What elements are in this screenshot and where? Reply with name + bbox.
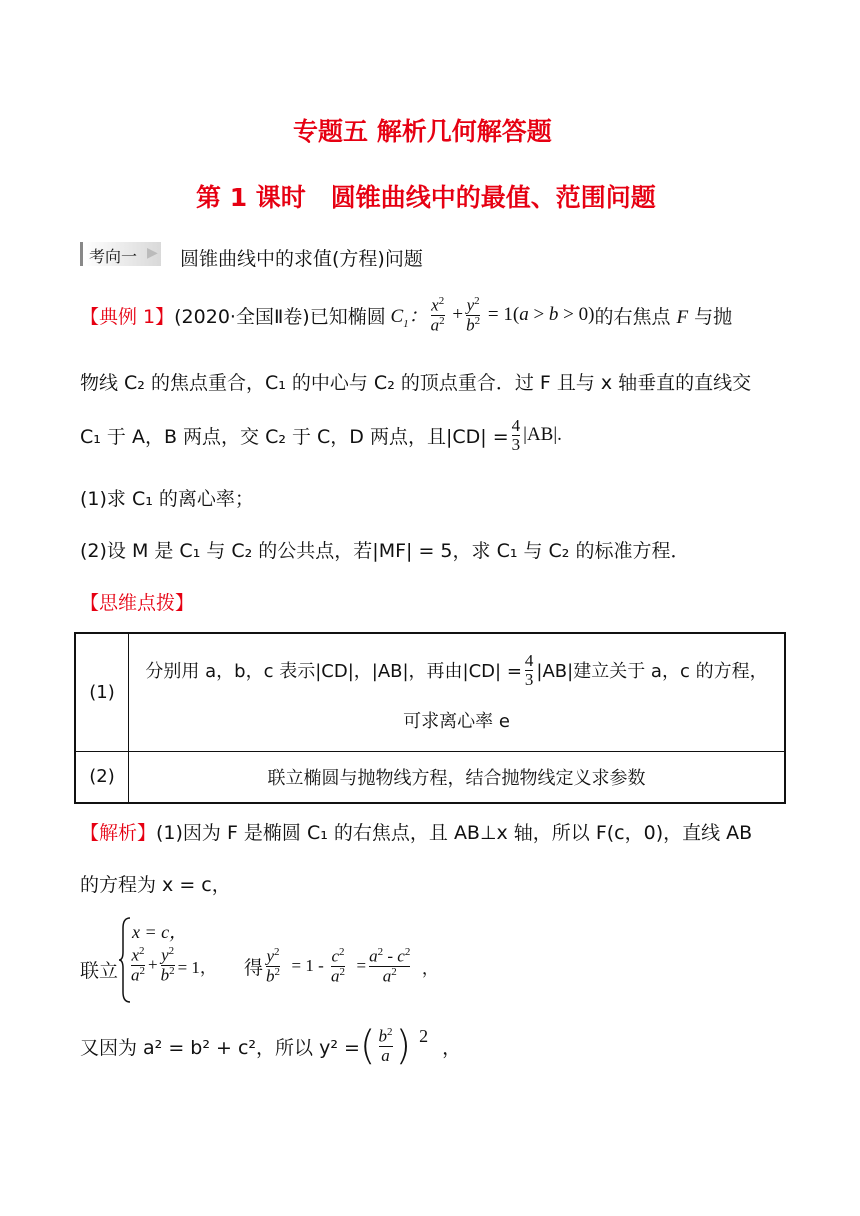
table-row xyxy=(75,633,785,751)
row-content: 联立椭圆与抛物线方程，结合抛物线定义求参数 xyxy=(129,751,786,803)
sys-frac-x: $\frac{x^2}{a^2}$ xyxy=(131,945,145,985)
ellipse-symbol: $C_1$： xyxy=(385,305,428,330)
sys-equals-one: = 1， xyxy=(177,957,217,977)
example-line-3 xyxy=(80,410,562,460)
derived-frac-c: $\frac{c^2}{a^2}$ xyxy=(331,946,346,986)
thinking-label: 【思维点拨】 xyxy=(80,592,195,614)
row-number: (2) xyxy=(75,751,129,803)
solution-label: 【解析】 xyxy=(80,822,157,844)
trailing-comma: ， xyxy=(442,1036,462,1059)
page-title: 专题五 解析几何解答题 xyxy=(293,117,552,146)
ellipse-frac-y: $\frac{y^2}{b^2}$ xyxy=(466,295,481,335)
ellipse-frac-x: $\frac{x^2}{a^2}$ xyxy=(430,295,445,335)
example-line-1 xyxy=(80,290,732,340)
example-line-3a: C₁ 于 A，B 两点，交 C₂ 于 C，D 两点，且|CD| = xyxy=(80,425,509,448)
question-1: (1)求 C₁ 的离心率； xyxy=(80,488,254,510)
system-top: x = c， xyxy=(132,922,188,942)
comma: ， xyxy=(413,958,439,978)
system-bottom xyxy=(128,946,217,984)
sys-frac-y: $\frac{y^2}{b^2}$ xyxy=(160,945,175,985)
solution-line-2: 的方程为 x = c， xyxy=(80,874,231,896)
row-content xyxy=(129,633,786,751)
section-heading: 圆锥曲线中的求值(方程)问题 xyxy=(180,248,423,270)
example-source: (2020·全国Ⅱ卷)已知椭圆 xyxy=(174,305,386,328)
equals-sign: = xyxy=(348,956,367,975)
equals-one-minus: = 1 - xyxy=(283,956,329,975)
example-line-3b: |AB|. xyxy=(523,424,562,445)
paren-close-icon: ) xyxy=(395,1023,412,1069)
lesson-subtitle: 第 1 课时 圆锥曲线中的最值、范围问题 xyxy=(196,183,656,212)
paren-open-icon: ( xyxy=(359,1023,376,1069)
derived-frac-y: $\frac{y^2}{b^2}$ xyxy=(266,946,281,986)
solution-p1: (1)因为 F 是椭圆 C₁ 的右焦点，且 AB⊥x 轴，所以 F(c，0)，直线 AB xyxy=(156,822,753,844)
row-number: (1) xyxy=(75,633,129,751)
system-label: 联立 xyxy=(80,960,119,982)
section-tag xyxy=(80,242,161,266)
derived-frac-diff: $\frac{a^2 - c^2}{a^2}$ xyxy=(369,946,411,986)
derived-equation xyxy=(244,938,439,994)
row-1-line-2: 可求离心率 e xyxy=(403,710,510,732)
solution-line-1 xyxy=(80,818,752,845)
section-tag-label: 考向一 xyxy=(89,247,138,266)
four-thirds-frac: $\frac{4}{3}$ xyxy=(524,650,534,689)
ellipse-condition: = 1(a > b > 0) xyxy=(483,304,595,325)
question-2: (2)设 M 是 C₁ 与 C₂ 的公共点，若|MF| = 5，求 C₁ 与 C₂ 的标准方程． xyxy=(80,540,690,562)
example-line-2: 物线 C₂ 的焦点重合，C₁ 的中心与 C₂ 的顶点重合．过 F 且与 x 轴垂直的直线交 xyxy=(80,372,752,394)
row-1-text-b: |AB|建立关于 a，c 的方程， xyxy=(536,661,768,683)
row-1-text-a: 分别用 a，b，c 表示|CD|，|AB|，再由|CD| = xyxy=(145,661,522,683)
solution-p4a: 又因为 a² = b² + c²，所以 y² = xyxy=(80,1036,360,1059)
chevron-right-icon: ▶ xyxy=(147,245,158,261)
solution-line-4 xyxy=(80,1022,461,1070)
example-label: 【典例 1】 xyxy=(80,305,175,328)
thinking-table xyxy=(74,632,786,804)
four-thirds-frac: $\frac{4}{3}$ xyxy=(511,415,521,454)
plus-sign: + xyxy=(148,955,158,974)
table-row xyxy=(75,751,785,803)
ellipse-focus-text: 的右焦点 F 与抛 xyxy=(594,305,733,328)
square-exponent: 2 xyxy=(419,1025,429,1046)
get-label: 得 xyxy=(244,956,264,979)
plus-sign: + xyxy=(447,304,464,325)
frac-b2-a: $\frac{b^2}{a}$ xyxy=(378,1026,393,1065)
